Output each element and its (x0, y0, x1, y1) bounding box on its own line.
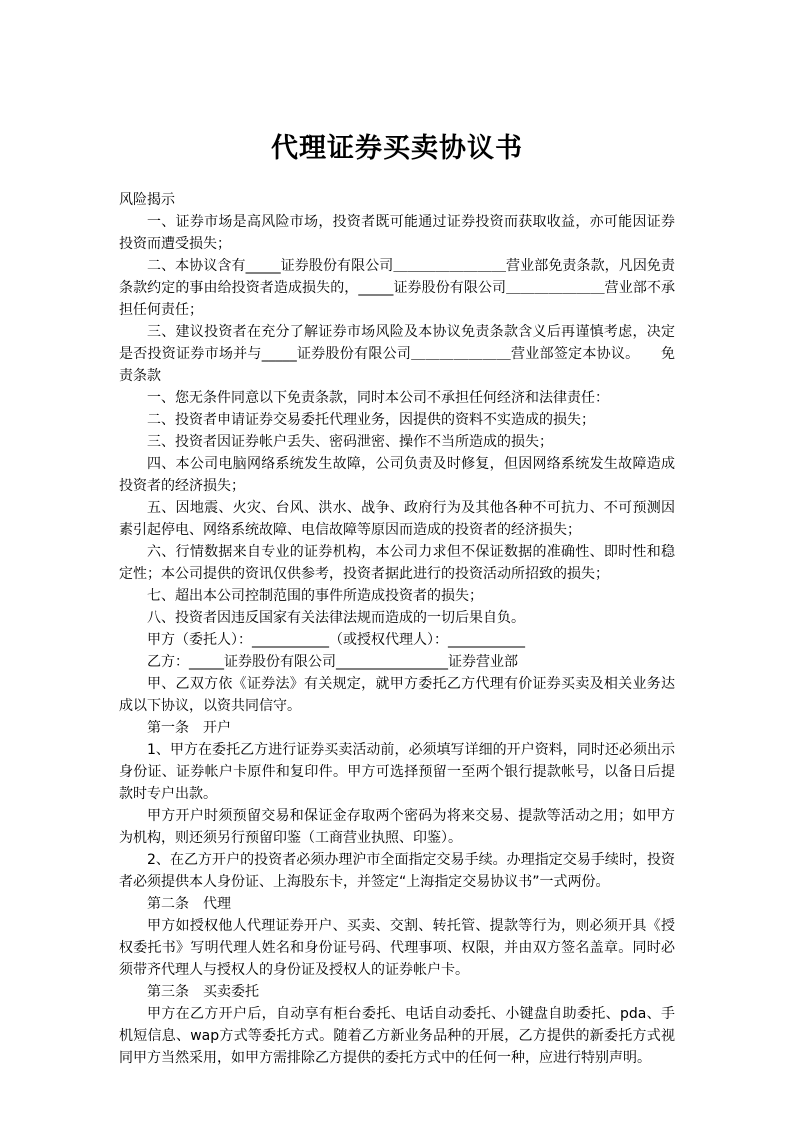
paragraph: 甲方在乙方开户后，自动享有柜台委托、电话自动委托、小键盘自助委托、pda、手机短信息、wap方式等委托方式。随着乙方新业务品种的开展，乙方提供的新委托方式视同甲方当然采用，如甲方需排除乙方提供的委托方式中的任何一种，应进行特别声明。 (119, 1006, 675, 1066)
paragraph: 1、甲方在委托乙方进行证券买卖活动前，必须填写详细的开户资料，同时还必须出示身份证、证券帐户卡原件和复印件。甲方可选择预留一至两个银行提款帐号，以备日后提款时专户出款。 (119, 742, 675, 802)
paragraph: 二、投资者申请证券交易委托代理业务，因提供的资料不实造成的损失； (147, 412, 595, 428)
paragraph: 一、证券市场是高风险市场，投资者既可能通过证券投资而获取收益，亦可能因证券投资而遭受损失； (119, 214, 675, 252)
paragraph: 甲、乙双方依《证券法》有关规定，就甲方委托乙方代理有价证券买卖及相关业务达成以下协议，以资共同信守。 (119, 676, 675, 714)
paragraph: 甲方如授权他人代理证券开户、买卖、交割、转托管、提款等行为，则必须开具《授权委托书》写明代理人姓名和身份证号码、代理事项、权限，并由双方签名盖章。同时必须带齐代理人与授权人的身份证及授权人的证券帐户卡。 (119, 918, 675, 978)
paragraph: 2、在乙方开户的投资者必须办理沪市全面指定交易手续。办理指定交易手续时，投资者必须提供本人身份证、上海股东卡，并签定“上海指定交易协议书”一式两份。 (119, 852, 675, 890)
paragraph: 一、您无条件同意以下免责条款，同时本公司不承担任何经济和法律责任： (147, 390, 609, 406)
paragraph: 三、投资者因证券帐户丢失、密码泄密、操作不当所造成的损失； (147, 434, 553, 450)
document-title: 代理证券买卖协议书 (271, 133, 523, 164)
paragraph: 六、行情数据来自专业的证券机构，本公司力求但不保证数据的准确性、即时性和稳定性；本公司提供的资讯仅供参考，投资者据此进行的投资活动所招致的损失； (119, 544, 675, 582)
paragraph: 第三条 买卖委托 (147, 984, 259, 1000)
paragraph: 乙方：_____证券股份有限公司________________证券营业部 (147, 654, 518, 670)
paragraph: 四、本公司电脑网络系统发生故障，公司负责及时修复，但因网络系统发生故障造成投资者的经济损失； (119, 456, 675, 494)
document-body (119, 189, 675, 1069)
paragraph: 第二条 代理 (147, 896, 231, 912)
paragraph: 八、投资者因违反国家有关法律法规而造成的一切后果自负。 (147, 610, 525, 626)
paragraph: 五、因地震、火灾、台风、洪水、战争、政府行为及其他各种不可抗力、不可预测因素引起停电、网络系统故障、电信故障等原因而造成的投资者的经济损失； (119, 500, 675, 538)
paragraph: 风险揭示 (119, 192, 175, 208)
paragraph: 甲方（委托人）：___________（或授权代理人）：___________ (147, 632, 525, 648)
paragraph: 二、本协议含有_____证券股份有限公司＿＿＿＿＿＿＿＿营业部免责条款，凡因免责条款约定的事由给投资者造成损失的，_____证券股份有限公司＿＿＿＿＿＿＿营业部不承担任何责任； (119, 258, 675, 318)
paragraph: 甲方开户时须预留交易和保证金存取两个密码为将来交易、提款等活动之用；如甲方为机构，则还须另行预留印鉴（工商营业执照、印鉴）。 (119, 808, 675, 846)
paragraph: 第一条 开户 (147, 720, 231, 736)
paragraph: 三、建议投资者在充分了解证券市场风险及本协议免责条款含义后再谨慎考虑，决定是否投资证券市场并与_____证券股份有限公司＿＿＿＿＿＿＿营业部签定本协议。 免责条款 (119, 324, 675, 384)
paragraph: 七、超出本公司控制范围的事件所造成投资者的损失； (147, 588, 483, 604)
